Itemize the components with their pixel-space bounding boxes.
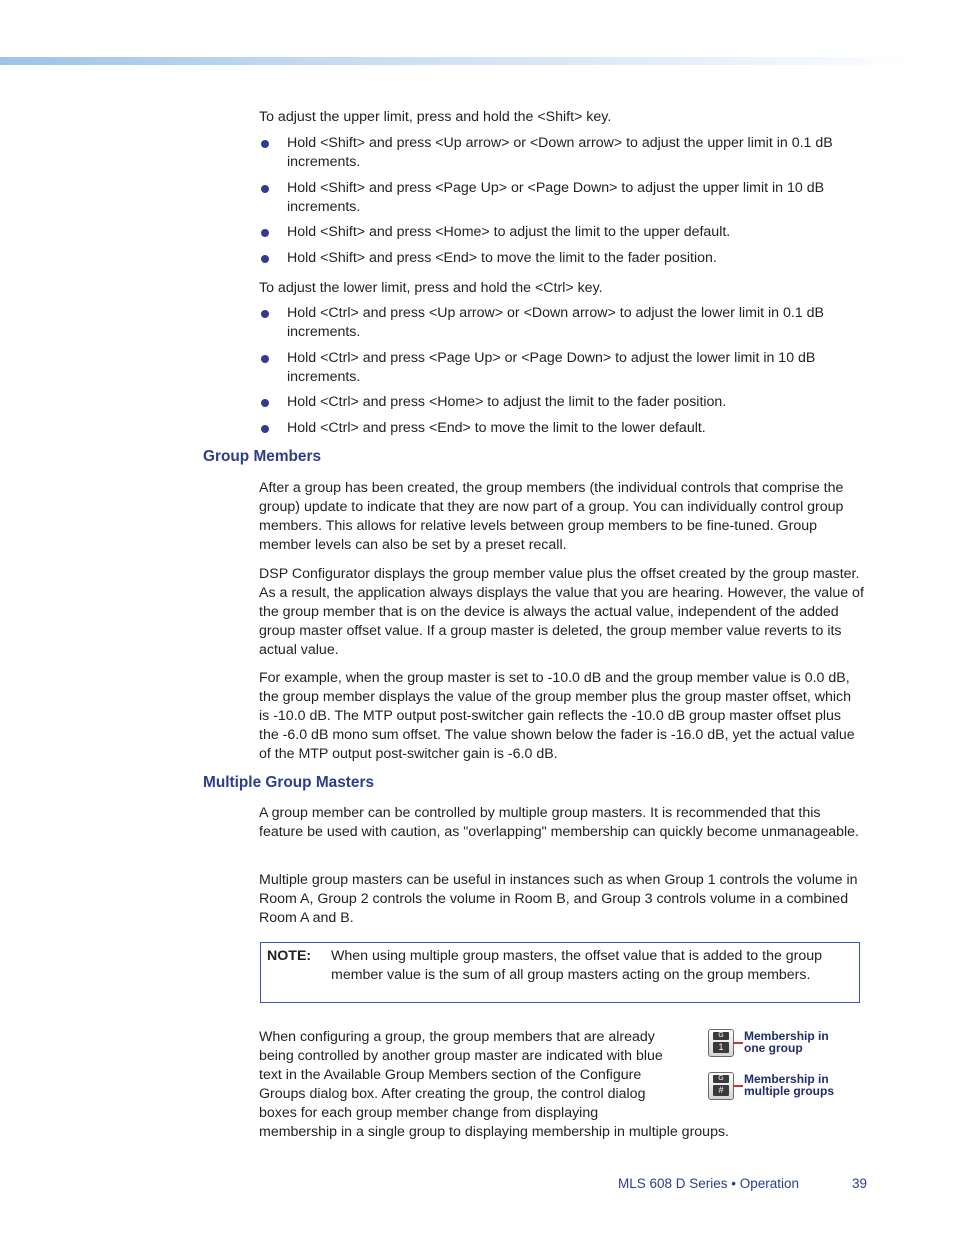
membership-one-group-legend bbox=[708, 1029, 868, 1059]
note-text: When using multiple group masters, the offset value that is added to the group member value is the sum of all group masters acting on the group members. bbox=[331, 948, 823, 983]
list-item: Hold <Ctrl> and press <Up arrow> or <Down arrow> to adjust the lower limit in 0.1 dB increments. bbox=[259, 304, 864, 349]
footer-title: MLS 608 D Series • Operation bbox=[618, 1176, 800, 1191]
group-badge-icon: G 1 bbox=[708, 1029, 734, 1057]
multiple-masters-heading: Multiple Group Masters bbox=[203, 774, 375, 791]
upper-limit-list bbox=[259, 134, 864, 275]
bullet-icon bbox=[261, 140, 269, 148]
configure-groups-paragraph: When configuring a group, the group members that are already being controlled by another group master are indicated with blue text in the Available Group Members section of the Configure Groups dialog box. After creating the group, the control dialog boxes for each group member change from displaying membership in a single group to displaying membership in multiple groups. bbox=[259, 1029, 730, 1140]
bullet-icon bbox=[261, 425, 269, 433]
note-box bbox=[260, 942, 860, 1003]
legend-label: Membership in multiple groups bbox=[744, 1072, 834, 1098]
multiple-masters-paragraph: Multiple group masters can be useful in instances such as when Group 1 controls the volume in Room A, Group 2 controls the volume in Room B, and Group 3 controls volume in a combined Room A and B. bbox=[259, 872, 858, 926]
list-item: Hold <Shift> and press <Page Up> or <Page Down> to adjust the upper limit in 10 dB increments. bbox=[259, 179, 864, 223]
group-badge-icon: G # bbox=[708, 1072, 734, 1100]
group-members-paragraph: After a group has been created, the group members (the individual controls that comprise the group) update to indicate that they are now part of a group. You can individually control group members. This allows for relative levels between group members to be fine-tuned. Group member levels can also be set by a preset recall. bbox=[259, 480, 844, 553]
list-item: Hold <Shift> and press <Up arrow> or <Down arrow> to adjust the upper limit in 0.1 dB increments. bbox=[259, 134, 864, 179]
bullet-icon bbox=[261, 310, 269, 318]
bullet-icon bbox=[261, 255, 269, 263]
lower-limit-lead: To adjust the lower limit, press and hold the <Ctrl> key. bbox=[259, 280, 603, 296]
multiple-masters-paragraph: A group member can be controlled by multiple group masters. It is recommended that this feature be used with caution, as "overlapping" membership can quickly become unmanageable. bbox=[259, 805, 859, 840]
bullet-icon bbox=[261, 399, 269, 407]
group-members-paragraph: For example, when the group master is set to -10.0 dB and the group member value is 0.0 dB, the group member displays the value of the group member plus the group master offset, which is -10.0 dB. The MTP output post-switcher gain reflects the -10.0 dB group master offset plus the -6.0 dB mono sum offset. The value shown below the fader is -16.0 dB, yet the actual value of the MTP output post-switcher gain is -6.0 dB. bbox=[259, 670, 855, 762]
list-item: Hold <Shift> and press <End> to move the limit to the fader position. bbox=[259, 249, 864, 275]
list-item: Hold <Ctrl> and press <Home> to adjust the limit to the fader position. bbox=[259, 393, 864, 419]
bullet-icon bbox=[261, 185, 269, 193]
lower-limit-list bbox=[259, 304, 864, 445]
bullet-icon bbox=[261, 229, 269, 237]
callout-line bbox=[733, 1042, 743, 1044]
note-label: NOTE: bbox=[267, 948, 312, 964]
legend-label: Membership in one group bbox=[744, 1029, 829, 1055]
list-item: Hold <Ctrl> and press <End> to move the limit to the lower default. bbox=[259, 419, 864, 445]
header-rule bbox=[0, 57, 924, 65]
membership-multiple-groups-legend bbox=[708, 1072, 868, 1102]
page-number: 39 bbox=[852, 1176, 868, 1191]
list-item: Hold <Ctrl> and press <Page Up> or <Page Down> to adjust the lower limit in 10 dB increments. bbox=[259, 349, 864, 393]
group-members-heading: Group Members bbox=[203, 448, 322, 465]
group-members-paragraph: DSP Configurator displays the group member value plus the offset created by the group master. As a result, the application always displays the value that you are hearing. However, the value of the group member that is on the device is always the actual value, independent of the added group master offset value. If a group master is deleted, the group member value reverts to its actual value. bbox=[259, 566, 864, 658]
bullet-icon bbox=[261, 355, 269, 363]
callout-line bbox=[733, 1085, 743, 1087]
list-item: Hold <Shift> and press <Home> to adjust the limit to the upper default. bbox=[259, 223, 864, 249]
upper-limit-lead: To adjust the upper limit, press and hold the <Shift> key. bbox=[259, 109, 612, 125]
